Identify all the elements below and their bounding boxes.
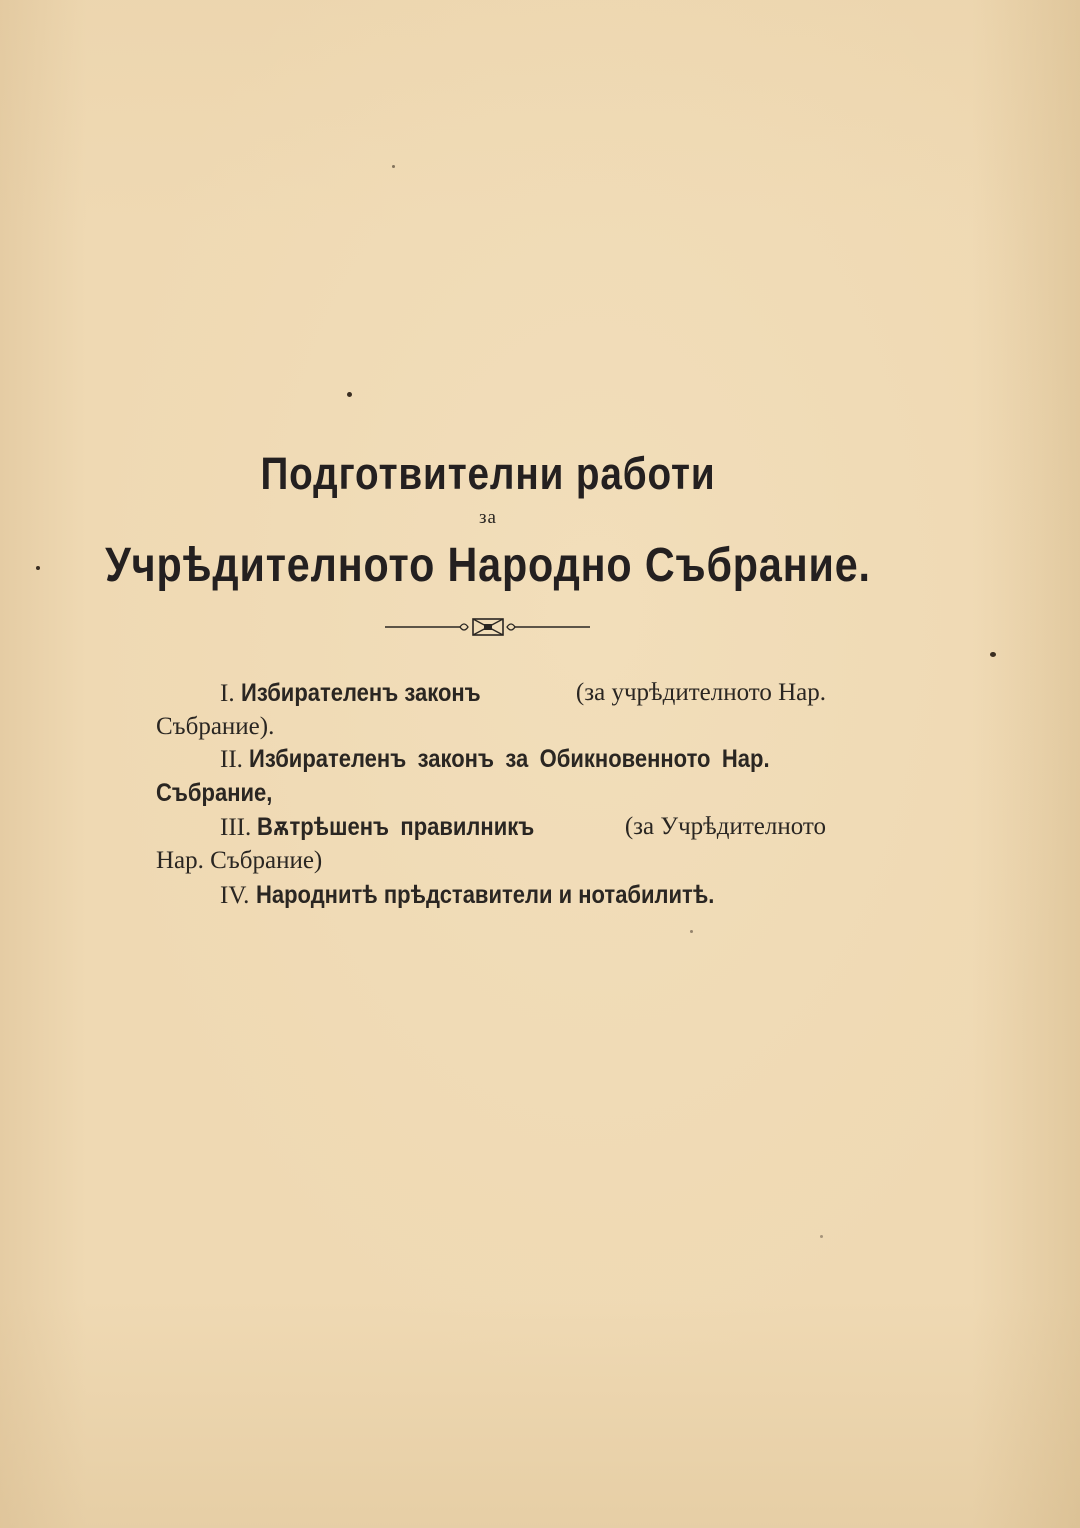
item-numeral: I. [220,680,235,707]
list-item [156,742,890,777]
item-title: Избирателенъ законъ за Обикновенното Нар. [249,745,770,773]
item-continuation-text: Събрание, [156,779,273,807]
paper-speck [690,930,693,933]
title-conjunction: за [479,507,497,528]
item-title: Вѫтрѣшенъ правилникъ [257,813,535,841]
ornament-divider-icon [385,615,590,639]
paper-speck [392,165,395,168]
page-subtitle: Учрѣдителното Народно Събрание. [105,539,871,592]
item-note: (за учрѣдителното Нар. [575,679,826,706]
item-continuation-text: Нар. Събрание) [156,847,323,874]
paper-speck [990,652,996,657]
page-title: Подготвителни работи [260,448,716,499]
item-note: (за Учрѣдителното [624,813,826,840]
item-numeral: II. [220,746,243,773]
list-item-continuation [156,776,826,811]
item-title: Народнитѣ прѣдставители и нотабилитѣ. [255,881,715,909]
list-item-continuation [156,710,826,744]
item-numeral: III. [220,814,252,841]
list-item [156,676,826,711]
list-item-continuation [156,844,826,878]
item-continuation-text: Събрание). [156,713,275,740]
paper-speck [347,392,352,397]
list-item [156,878,890,913]
item-title: Избирателенъ законъ [240,679,481,707]
list-item [156,810,826,845]
paper-speck [820,1235,823,1238]
item-numeral: IV. [220,882,250,909]
